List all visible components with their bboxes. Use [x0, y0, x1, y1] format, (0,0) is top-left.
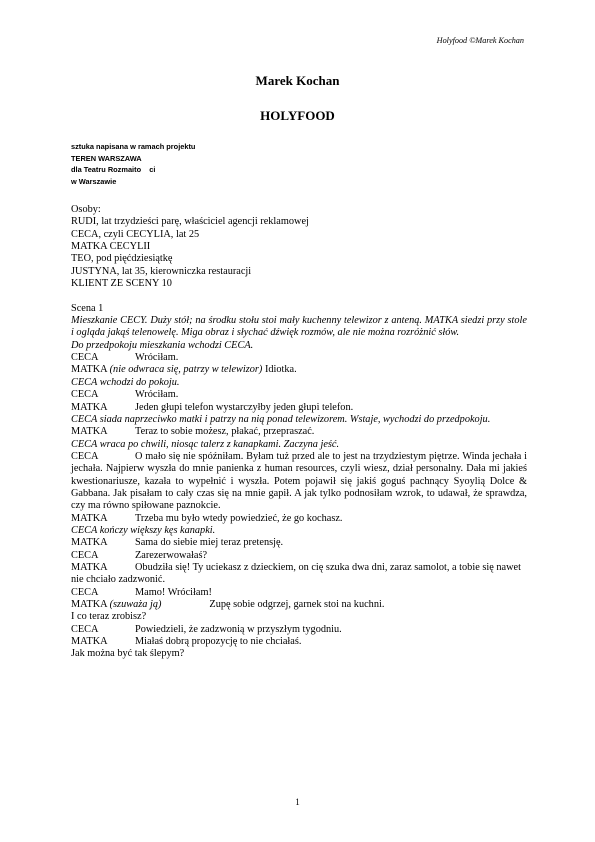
cast-member: TEO, pod pięćdziesiątkę [71, 253, 173, 265]
cast-member: RUDI, lat trzydzieści parę, właściciel agencji reklamowej [71, 216, 309, 228]
dialogue-line [71, 352, 527, 364]
line-text: Obudziła się! Ty uciekasz z dzieckiem, on cię szuka dwa dni, zaraz samolot, a tobie się nawet nie chciało zadzwonić. [71, 561, 521, 586]
aside: (nie odwraca się, patrzy w telewizor) [109, 364, 263, 376]
dialogue-line [71, 599, 527, 611]
stage-direction: CECA siada naprzeciwko matki i patrzy na nią ponad telewizorem. Wstaje, wychodzi do przedpokoju. [71, 413, 491, 425]
running-header: Holyfood ©Marek Kochan [436, 36, 524, 45]
dialogue-line [71, 550, 527, 562]
play-title: HOLYFOOD [260, 108, 335, 123]
speaker: MATKA [71, 561, 108, 573]
dialogue-line [71, 426, 527, 438]
line-text: Trzeba mu było wtedy powiedzieć, że go kochasz. [135, 512, 343, 524]
stage-direction: CECA wchodzi do pokoju. [71, 376, 180, 388]
speaker: CECA [71, 352, 99, 364]
line-text: Zarezerwowałaś? [135, 549, 208, 561]
subtitle-line: TEREN WARSZAWA [71, 153, 142, 163]
dialogue-line: I co teraz zrobisz? [71, 611, 147, 623]
line-text: Teraz to sobie możesz, płakać, przepraszać. [135, 426, 315, 438]
speaker: MATKA [71, 512, 108, 524]
line-text: O mało się nie spóźniłam. Byłam tuż przed ale to jest na trzydziestym piętrze. Winda jechała i jechała. Najpierw wyszła do mnie panienka z human resources, czyli wiesz, dział personalny. Dała mi jakieś kwestionariusze, kazała to wypełnić i wyszła. Potem pojawił się jakiś goguś pachnący Syoylią Dolce & Gabbana. Jak pisałam to cały czas się na mnie gapił. A jak tylko podnosiłam wzrok, to udawał, że sprawdza, czy ma równo spiłowane paznokcie. [71, 450, 527, 512]
aside: (szuważa ją) [109, 599, 162, 610]
speaker: MATKA [71, 401, 108, 413]
stage-direction: CECA kończy większy kęs kanapki. [71, 524, 216, 536]
speaker: MATKA [71, 599, 108, 610]
dialogue-line [71, 624, 527, 636]
dialogue-line [71, 402, 527, 414]
cast-member: JUSTYNA, lat 35, kierowniczka restauracji [71, 265, 252, 277]
dialogue-line [71, 364, 527, 376]
dialogue-line [71, 537, 527, 549]
line-text: Miałaś dobrą propozycję to nie chciałaś. [135, 636, 302, 648]
cast-member: CECA, czyli CECYLIA, lat 25 [71, 228, 200, 240]
play-text [71, 204, 527, 661]
stage-direction: Mieszkanie CECY. Duży stół; na środku stołu stoi mały kuchenny telewizor z anteną. MATKA siedzi przy stole i ogląda jakąś telenowelę. Miga obraz i słychać dźwięk rozmów, ale nie można rozróżnić słów. [71, 315, 527, 339]
subtitle-block [71, 141, 195, 188]
line-text: Idiotka. [264, 364, 297, 376]
dialogue-line: Jak można być tak ślepym? [71, 648, 185, 660]
speaker: MATKA [71, 426, 108, 438]
line-text: Mamo! Wróciłam! [135, 586, 212, 598]
scene-heading: Scena 1 [71, 302, 104, 314]
line-text: Sama do siebie miej teraz pretensję. [135, 537, 284, 549]
dialogue-line [71, 513, 527, 525]
line-text: Wróciłam. [135, 389, 179, 401]
dialogue-line [71, 636, 527, 648]
cast-heading: Osoby: [71, 204, 101, 215]
speaker: CECA [71, 549, 99, 561]
stage-direction: CECA wraca po chwili, niosąc talerz z kanapkami. Zaczyna jeść. [71, 438, 340, 450]
speaker: CECA [71, 586, 99, 598]
speaker: MATKA [71, 537, 108, 549]
dialogue-line [71, 587, 527, 599]
dialogue-line [71, 451, 527, 513]
speaker: MATKA [71, 636, 108, 648]
line-text: Jeden głupi telefon wystarczyłby jeden głupi telefon. [135, 401, 354, 413]
dialogue-line [71, 562, 527, 587]
dialogue-line [71, 389, 527, 401]
speaker: CECA [71, 389, 99, 401]
subtitle-line: w Warszawie [71, 177, 117, 187]
line-text: Powiedzieli, że zadzwonią w przyszłym tygodniu. [135, 623, 342, 635]
author-name: Marek Kochan [255, 73, 340, 88]
speaker: CECA [71, 623, 99, 635]
stage-direction: Do przedpokoju mieszkania wchodzi CECA. [71, 339, 254, 351]
speaker: CECA [71, 450, 99, 462]
line-text: Wróciłam. [135, 352, 179, 364]
subtitle-line: sztuka napisana w ramach projektu [71, 142, 196, 151]
cast-member: MATKA CECYLII [71, 241, 151, 253]
speaker: MATKA [71, 364, 108, 376]
cast-member: KLIENT ZE SCENY 10 [71, 278, 172, 290]
page-number: 1 [295, 797, 300, 807]
line-text: Zupę sobie odgrzej, garnek stoi na kuchni. [209, 599, 385, 610]
subtitle-line: dla Teatru Rozmaito ci [71, 165, 156, 175]
